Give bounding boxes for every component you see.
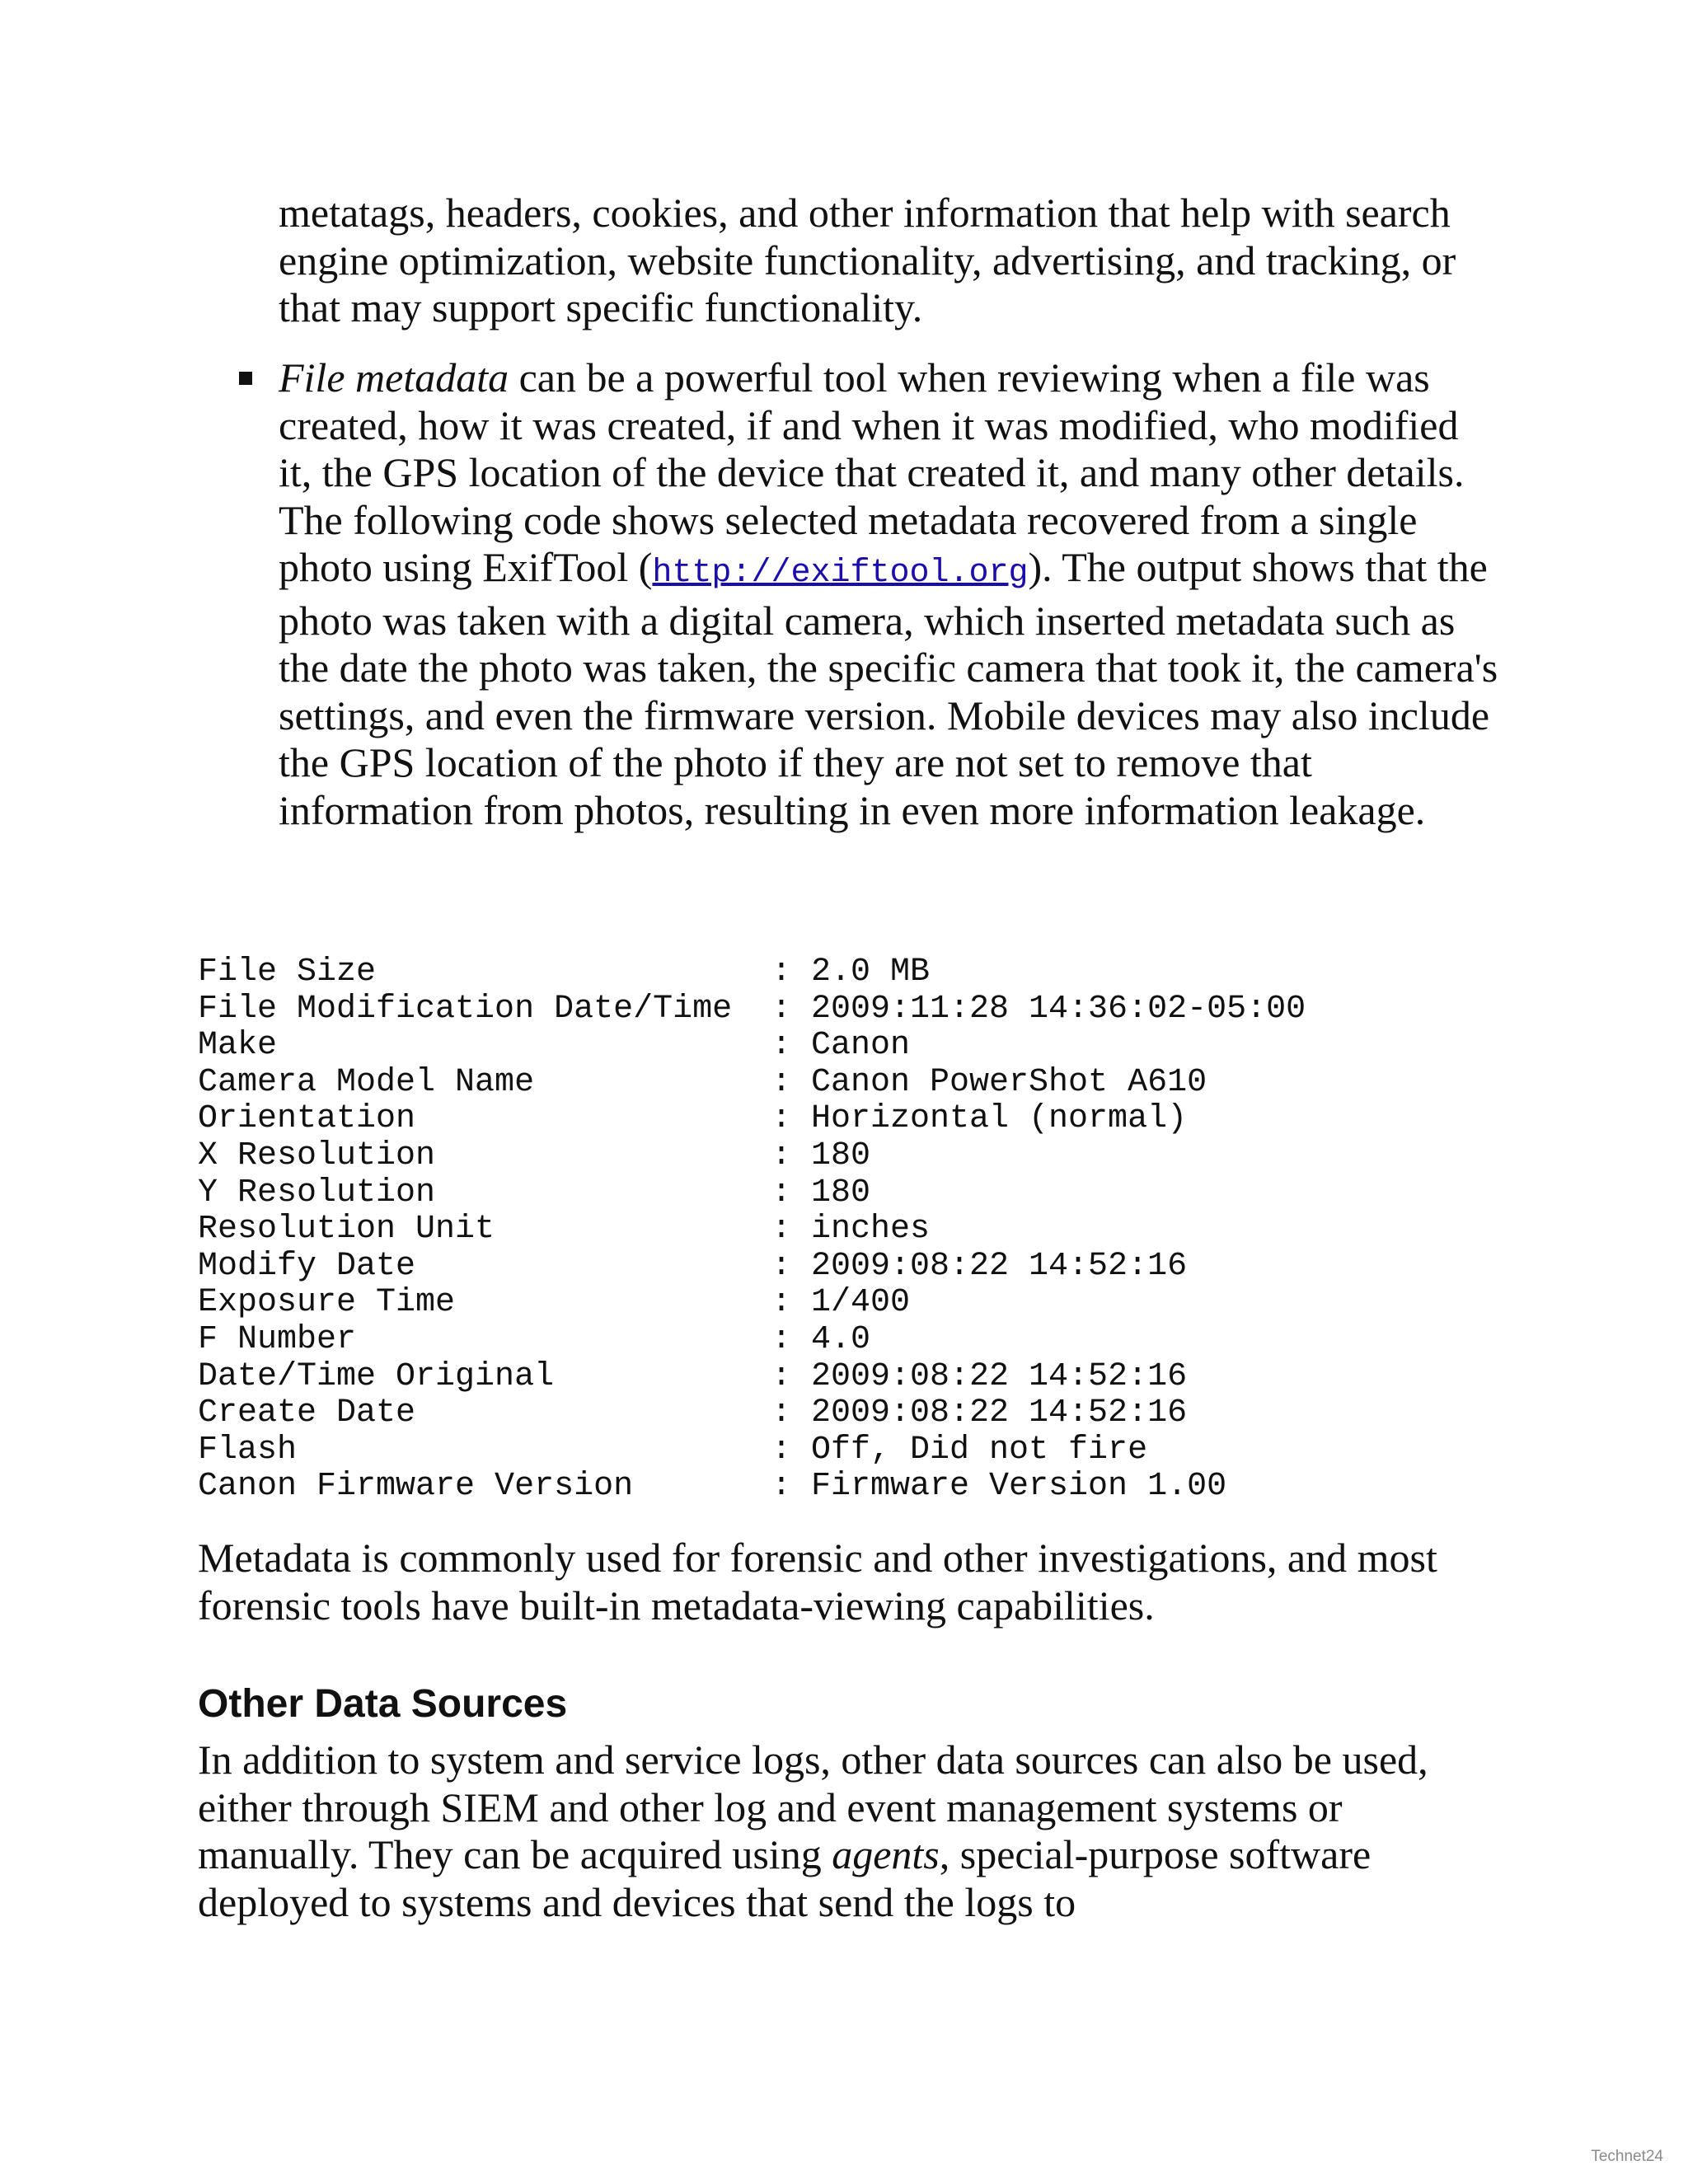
exiftool-output-code-block	[198, 954, 1306, 1506]
exif-separator: :	[771, 1394, 792, 1432]
exif-separator: :	[771, 1247, 792, 1285]
exif-key: Canon Firmware Version	[198, 1468, 634, 1506]
exiftool-link[interactable]: http://exiftool.org	[652, 555, 1029, 592]
exif-value: 2.0 MB	[811, 954, 931, 991]
exif-key: File Modification Date/Time	[198, 990, 733, 1028]
exif-row	[198, 1469, 1306, 1506]
exif-value: Canon	[811, 1027, 911, 1065]
bullet-paragraph	[279, 354, 1498, 834]
square-bullet-icon	[239, 372, 252, 385]
exif-value: Firmware Version 1.00	[811, 1468, 1227, 1506]
exif-separator: :	[771, 1063, 792, 1101]
exif-separator: :	[771, 990, 792, 1028]
exif-row	[198, 1138, 1306, 1175]
exif-value: 2009:11:28 14:36:02-05:00	[811, 990, 1306, 1028]
exif-row	[198, 1322, 1306, 1359]
exif-row	[198, 1175, 1306, 1212]
exif-value: 180	[811, 1174, 871, 1212]
exif-key: Exposure Time	[198, 1284, 456, 1322]
term-agents: agents	[832, 1831, 940, 1877]
exif-row	[198, 1212, 1306, 1249]
exif-value: 180	[811, 1137, 871, 1174]
exif-row	[198, 1249, 1306, 1286]
final-text-part-2: , special-purpose software deployed to systems and devices that send the logs to	[198, 1831, 1372, 1925]
final-text-part-1: In addition to system and service logs, other data sources can also be used, either through SIEM and other log and event management systems or manually. They can be acquired using	[198, 1736, 1428, 1877]
continued-paragraph: metatags, headers, cookies, and other information that help with search engine optimization, website functionality, advertising, and tracking, or that may support specific functionality.	[279, 190, 1456, 330]
exif-row	[198, 1065, 1306, 1102]
exif-row	[198, 991, 1306, 1029]
exif-separator: :	[771, 954, 792, 991]
exif-separator: :	[771, 1174, 792, 1212]
exif-key: Camera Model Name	[198, 1063, 535, 1101]
exif-row	[198, 1028, 1306, 1065]
exif-value: Horizontal (normal)	[811, 1100, 1188, 1138]
exif-value: Off, Did not fire	[811, 1431, 1148, 1469]
exif-row	[198, 1432, 1306, 1469]
exif-separator: :	[771, 1137, 792, 1174]
section-heading: Other Data Sources	[198, 1682, 568, 1726]
exif-row	[198, 1359, 1306, 1396]
exif-separator: :	[771, 1027, 792, 1065]
exif-separator: :	[771, 1100, 792, 1138]
exif-separator: :	[771, 1211, 792, 1249]
exif-key: Create Date	[198, 1394, 416, 1432]
exif-key: Y Resolution	[198, 1174, 436, 1212]
exif-key: Date/Time Original	[198, 1357, 555, 1395]
exif-separator: :	[771, 1320, 792, 1358]
term-file-metadata: File metadata	[279, 354, 509, 401]
bullet-text-part-1: can be a powerful tool when reviewing when a file was created, how it was created, if and when it was modified, who modified it, the GPS location of the device that created it, and many other details. The following code shows selected metadata recovered from a single photo using ExifTool (	[279, 354, 1465, 590]
exif-value: 1/400	[811, 1284, 911, 1322]
exif-key: Orientation	[198, 1100, 416, 1138]
metadata-paragraph: Metadata is commonly used for forensic and other investigations, and most forensic tools have built-in metadata-viewing capabilities.	[198, 1535, 1437, 1629]
exif-separator: :	[771, 1468, 792, 1506]
exif-row	[198, 1395, 1306, 1432]
exif-key: Modify Date	[198, 1247, 416, 1285]
exif-key: F Number	[198, 1320, 357, 1358]
watermark: Technet24	[1591, 2148, 1663, 2165]
exif-separator: :	[771, 1357, 792, 1395]
exif-key: Resolution Unit	[198, 1211, 495, 1249]
exif-key: X Resolution	[198, 1137, 436, 1174]
exif-value: inches	[811, 1211, 931, 1249]
bullet-item-file-metadata	[279, 354, 1498, 834]
exif-key: Flash	[198, 1431, 298, 1469]
exif-value: 2009:08:22 14:52:16	[811, 1247, 1188, 1285]
exif-row	[198, 1101, 1306, 1138]
exif-key: File Size	[198, 954, 377, 991]
exif-row	[198, 954, 1306, 991]
exif-separator: :	[771, 1431, 792, 1469]
exif-value: Canon PowerShot A610	[811, 1063, 1207, 1101]
exif-key: Make	[198, 1027, 278, 1065]
final-paragraph	[198, 1736, 1500, 1926]
exif-value: 4.0	[811, 1320, 871, 1358]
exif-value: 2009:08:22 14:52:16	[811, 1357, 1188, 1395]
exif-value: 2009:08:22 14:52:16	[811, 1394, 1188, 1432]
exif-row	[198, 1285, 1306, 1322]
bullet-text-part-2: ). The output shows that the photo was taken with a digital camera, which inserted metadata such as the date the photo was taken, the specific camera that took it, the camera's settings, and even the firmware version. Mobile devices may also include the GPS location of the photo if they are not set to remove that information from photos, resulting in even more information leakage.	[279, 544, 1498, 833]
exif-separator: :	[771, 1284, 792, 1322]
